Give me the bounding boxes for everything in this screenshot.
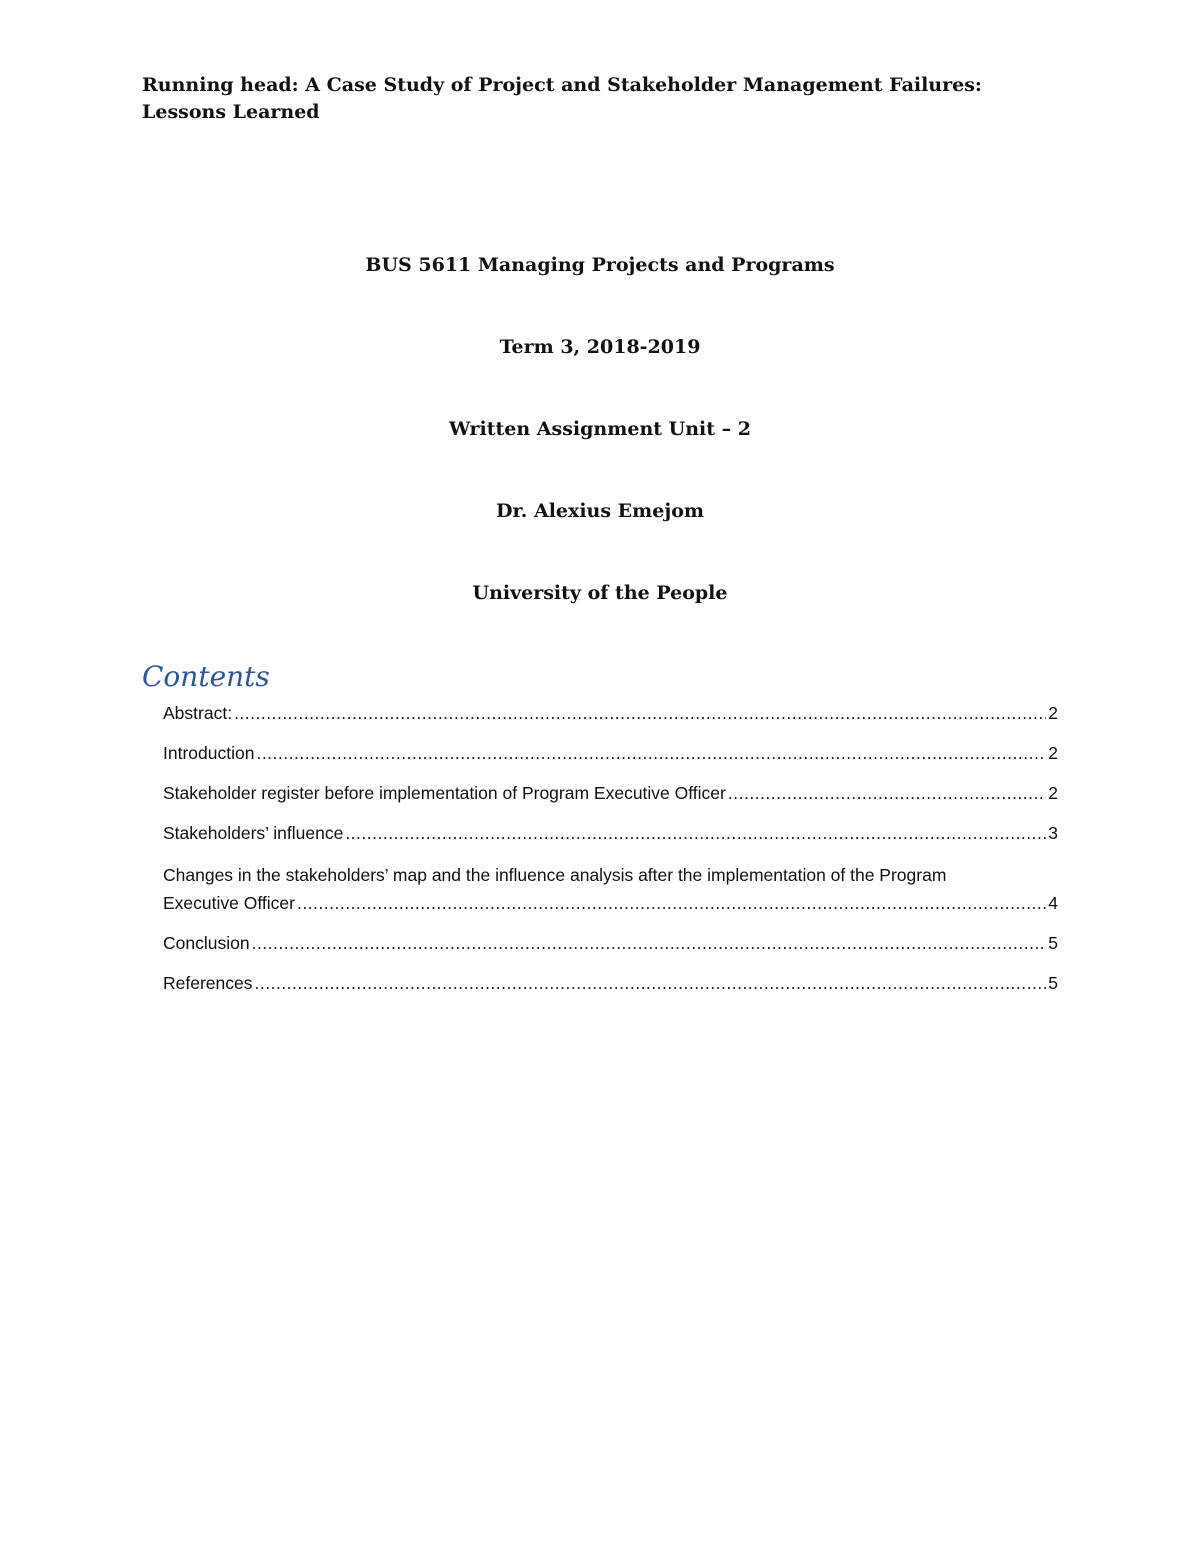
toc-label-line2[interactable]: Executive Officer: [163, 893, 295, 913]
toc-label[interactable]: Stakeholder register before implementation of Program Executive Officer: [163, 783, 726, 803]
toc-entry-introduction[interactable]: [163, 740, 1058, 767]
toc-entry-conclusion[interactable]: [163, 930, 1058, 957]
toc-leader-dots: [297, 890, 1046, 917]
term-line: Term 3, 2018-2019: [499, 336, 701, 358]
toc-entry-stakeholders-influence[interactable]: [163, 820, 1058, 847]
toc-page-number: 4: [1048, 893, 1058, 913]
toc-label[interactable]: Stakeholders’ influence: [163, 823, 344, 843]
toc-leader-dots: [728, 780, 1046, 807]
toc-label[interactable]: Conclusion: [163, 933, 250, 953]
toc-entry-abstract[interactable]: [163, 700, 1058, 727]
toc-leader-dots: [345, 820, 1046, 847]
toc-page-number: 5: [1048, 973, 1058, 993]
toc-entry-references[interactable]: [163, 970, 1058, 997]
toc-page-number: 2: [1048, 743, 1058, 763]
toc-entry-changes-stakeholders-map[interactable]: [163, 860, 1058, 917]
instructor-name: Dr. Alexius Emejom: [495, 500, 705, 522]
toc-leader-dots: [255, 970, 1047, 997]
toc-page-number: 2: [1048, 783, 1058, 803]
toc-page-number: 2: [1048, 703, 1058, 723]
toc-label[interactable]: Abstract:: [163, 703, 233, 723]
table-of-contents: [163, 700, 1058, 1010]
contents-heading: Contents: [142, 660, 270, 693]
title-block: [0, 250, 1200, 660]
toc-leader-dots: [234, 700, 1046, 727]
toc-page-number: 5: [1048, 933, 1058, 953]
toc-page-number: 3: [1048, 823, 1058, 843]
assignment-title: Written Assignment Unit – 2: [449, 418, 751, 440]
toc-label-line1[interactable]: Changes in the stakeholders’ map and the influence analysis after the implementation of the Program: [163, 865, 947, 885]
running-head: Running head: A Case Study of Project and Stakeholder Management Failures: Lessons Learned: [142, 74, 982, 123]
toc-leader-dots: [252, 930, 1047, 957]
toc-leader-dots: [256, 740, 1046, 767]
toc-label[interactable]: References: [163, 973, 253, 993]
course-title: BUS 5611 Managing Projects and Programs: [365, 254, 835, 276]
toc-label[interactable]: Introduction: [163, 743, 255, 763]
university-name: University of the People: [472, 582, 728, 604]
toc-entry-stakeholder-register[interactable]: [163, 780, 1058, 807]
